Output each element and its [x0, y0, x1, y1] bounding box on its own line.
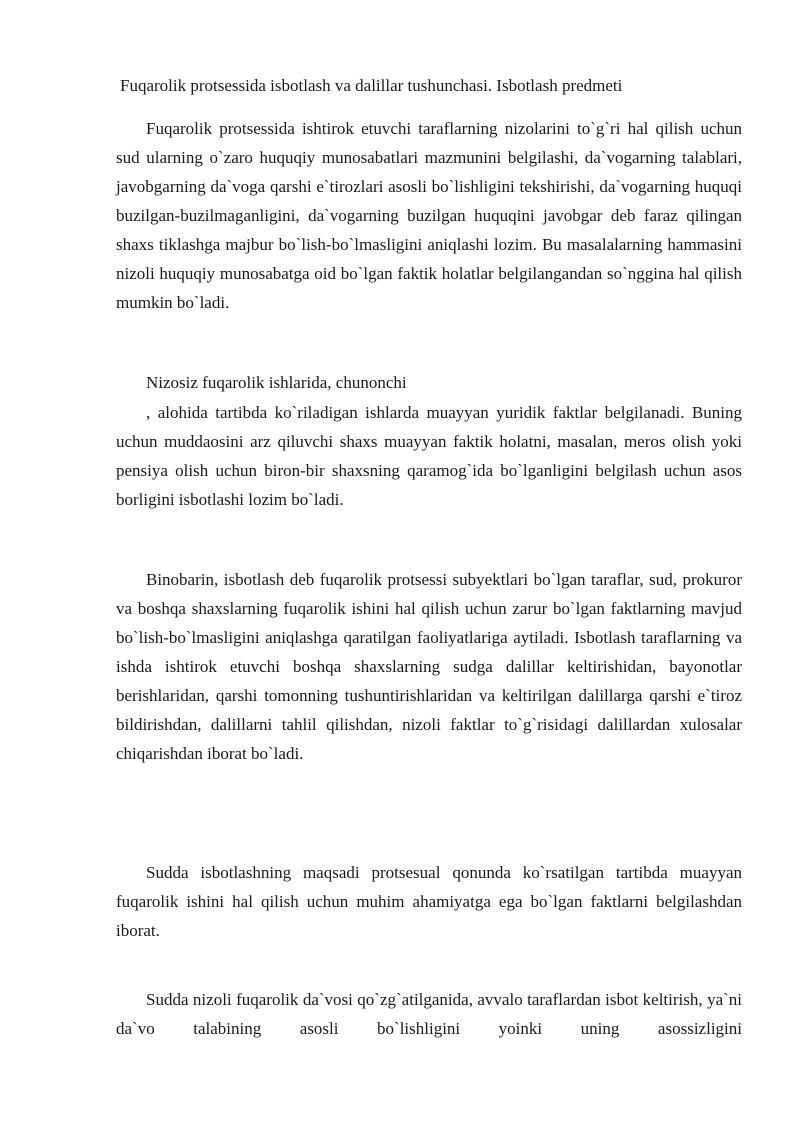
document-title: Fuqarolik protsessida isbotlash va dalillar tushunchasi. Isbotlash predmeti	[120, 76, 623, 95]
paragraph-5: Sudda nizoli fuqarolik da`vosi qo`zg`atilganida, avvalo taraflardan isbot keltirish, ya`ni da`vo talabining asosli bo`lishligini yoinki uning asossizligini	[116, 990, 742, 1038]
paragraph-2-body: , alohida tartibda ko`riladigan ishlarda muayyan yuridik faktlar belgilanadi. Buning uchun muddaosini arz qiluvchi shaxs muayyan faktik holatni, masalan, meros olish yoki pensiya olish uchun biron-bir shaxsning qaramog`ida bo`lganligini belgilash uchun asos borligini isbotlashi lozim bo`ladi.	[116, 403, 742, 509]
paragraph-3: Binobarin, isbotlash deb fuqarolik protsessi subyektlari bo`lgan taraflar, sud, prokuror va boshqa shaxslarning fuqarolik ishini hal qilish uchun zarur bo`lgan faktlarning mavjud bo`lish-bo`lmasligini aniqlashga qaratilgan faoliyatlariga aytiladi. Isbotlash taraflarning va ishda ishtirok etuvchi boshqa shaxslarning sudga dalillar keltirishidan, bayonotlar berishlaridan, qarshi tomonning tushuntirishlaridan va keltirilgan dalillarga qarshi e`tiroz bildirishdan, dalillarni tahlil qilishdan, nizoli faktlar to`g`risidagi dalillardan xulosalar chiqarishdan iborat bo`ladi.	[116, 570, 742, 763]
paragraph-2-intro: Nizosiz fuqarolik ishlarida, chunonchi	[146, 373, 407, 392]
paragraph-4: Sudda isbotlashning maqsadi protsesual qonunda ko`rsatilgan tartibda muayyan fuqarolik ishini hal qilish uchun muhim ahamiyatga ega bo`lgan faktlarni belgilashdan iborat.	[116, 863, 742, 940]
paragraph-1: Fuqarolik protsessida ishtirok etuvchi taraflarning nizolarini to`g`ri hal qilish uchun sud ularning o`zaro huquqiy munosabatlari mazmunini belgilashi, da`vogarning talablari, javobgarning da`voga qarshi e`tirozlari asosli bo`lishligini tekshirishi, da`vogarning huquqi buzilgan-buzilmaganligini, da`vogarning buzilgan huquqini javobgar deb faraz qilingan shaxs tiklashga majbur bo`lish-bo`lmasligini aniqlashi lozim. Bu masalalarning hammasini nizoli huquqiy munosabatga oid bo`lgan faktik holatlar belgilangandan so`nggina hal qilish mumkin bo`ladi.	[116, 119, 742, 312]
